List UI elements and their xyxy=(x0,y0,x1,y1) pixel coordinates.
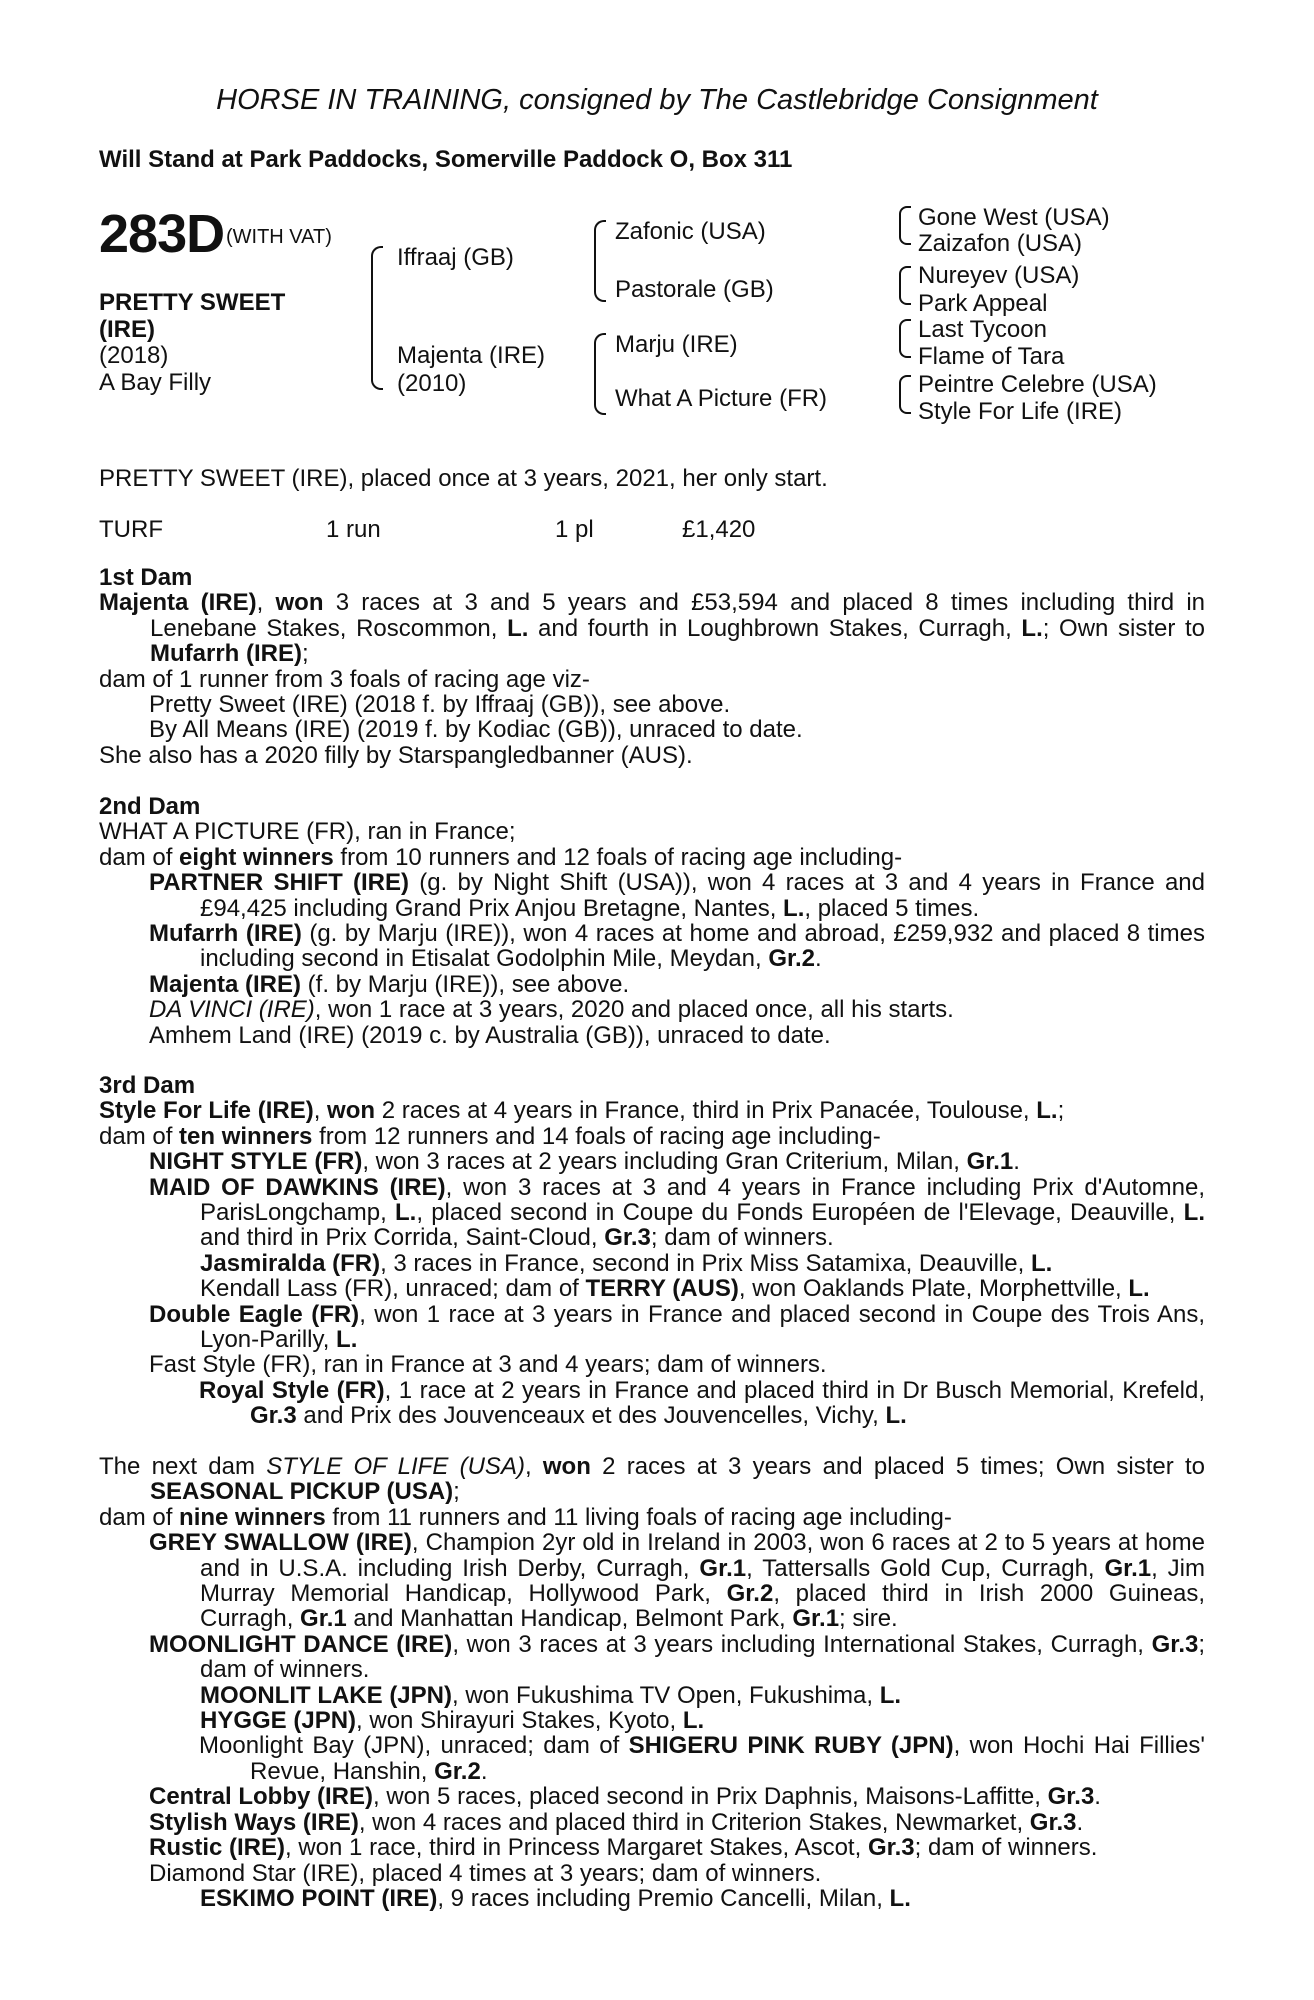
text: ; xyxy=(453,1478,460,1506)
grade: Gr.1 xyxy=(792,1605,840,1633)
grade: Gr.3 xyxy=(1151,1630,1199,1658)
text: won xyxy=(542,1453,591,1480)
grade: L. xyxy=(1128,1275,1150,1303)
horse-name: STYLE OF LIFE (USA) xyxy=(266,1453,525,1480)
grade: L. xyxy=(336,1326,358,1354)
record-surface: TURF xyxy=(99,516,163,543)
grade: L. xyxy=(1021,614,1043,642)
produce-item xyxy=(99,1276,1205,1301)
produce-item xyxy=(99,1683,1205,1708)
dam-entry: WHAT A PICTURE (FR), ran in France; xyxy=(99,818,516,846)
grade: Gr.2 xyxy=(726,1580,774,1608)
produce-item xyxy=(99,1733,1205,1784)
text: , 3 races in France, second in Prix Miss Satamixa, Deauville, xyxy=(380,1249,1031,1277)
horse-name: HYGGE (JPN) xyxy=(200,1707,357,1735)
pedigree-dam-sire: Marju (IRE) xyxy=(615,331,738,358)
text: ; dam of winners. xyxy=(650,1224,834,1252)
produce-item xyxy=(99,1810,1205,1835)
text: won xyxy=(327,1097,376,1125)
pedigree-brace-1 xyxy=(371,246,383,390)
grade: Gr.1 xyxy=(1104,1554,1152,1582)
race-record xyxy=(99,516,799,544)
produce-item: Amhem Land (IRE) (2019 c. by Australia (GB)), unraced to date. xyxy=(149,1021,831,1049)
produce-intro: dam of 1 runner from 3 foals of racing age viz- xyxy=(99,665,590,693)
section-heading: 1st Dam xyxy=(99,564,193,591)
text: , xyxy=(524,1453,543,1480)
produce-intro xyxy=(99,1124,1205,1149)
text: (g. by Marju (IRE)), won 4 races at home and abroad, £259,932 and placed 8 times including second in Etisalat Godolphin Mile, Meydan, xyxy=(200,920,1205,973)
pedigree-sire: Iffraaj (GB) xyxy=(397,244,514,271)
text: , won 3 races at 3 and 4 years in France including Prix d'Automne, ParisLongchamp, xyxy=(200,1173,1206,1227)
horse-name: MAID OF DAWKINS (IRE) xyxy=(149,1173,446,1201)
produce-intro xyxy=(99,1505,1205,1530)
text: dam of xyxy=(99,1503,180,1531)
horse-name: Royal Style (FR) xyxy=(199,1376,385,1404)
horse-name: MOONLIT LAKE (JPN) xyxy=(200,1681,452,1709)
horse-description: A Bay Filly xyxy=(99,369,212,396)
pedigree-sss: Gone West (USA) xyxy=(918,204,1110,231)
produce-item xyxy=(99,1632,1205,1683)
produce-note: She also has a 2020 filly by Starspangledbanner (AUS). xyxy=(99,741,693,769)
produce-item xyxy=(99,1302,1205,1353)
dam-entry xyxy=(99,1098,1205,1123)
grade: L. xyxy=(783,894,805,922)
text: , Tattersalls Gold Cup, Curragh, xyxy=(746,1554,1105,1582)
text: ; xyxy=(302,640,309,668)
text: . xyxy=(1076,1808,1084,1836)
text: , Champion 2yr old in Ireland in 2003, won 6 races at 2 to 5 years at home and in U.S.A. including Irish Derby, Curragh, xyxy=(200,1529,1205,1582)
text: , won 3 races at 2 years including Gran Criterium, Milan, xyxy=(362,1148,967,1176)
text: , 9 races including Premio Cancelli, Milan, xyxy=(437,1884,890,1912)
produce-item: Pretty Sweet (IRE) (2018 f. by Iffraaj (GB)), see above. xyxy=(149,691,731,719)
text: , won Fukushima TV Open, Fukushima, xyxy=(452,1681,880,1709)
pedigree-sdd: Park Appeal xyxy=(918,290,1048,317)
text: , won 1 race, third in Princess Margaret Stakes, Ascot, xyxy=(285,1834,868,1862)
second-dam-section xyxy=(99,794,1205,1048)
text: and Manhattan Handicap, Belmont Park, xyxy=(346,1605,793,1633)
lot-number: 283D xyxy=(99,204,225,264)
text: and third in Prix Corrida, Saint-Cloud, xyxy=(200,1224,605,1252)
text: , Jim Murray Memorial Handicap, Hollywood Park, xyxy=(200,1554,1205,1608)
text: . xyxy=(1013,1148,1020,1176)
horse-name: Central Lobby (IRE) xyxy=(149,1783,374,1811)
pedigree-brace-7 xyxy=(899,375,911,414)
text: ; xyxy=(1057,1097,1065,1125)
horse-name: Mufarrh (IRE) xyxy=(150,640,302,668)
first-dam-section xyxy=(99,565,1205,768)
produce-item xyxy=(99,1886,1205,1911)
horse-name: Jasmiralda (FR) xyxy=(200,1249,381,1277)
record-placed: 1 pl xyxy=(555,516,594,543)
stand-location: Will Stand at Park Paddocks, Somerville Paddock O, Box 311 xyxy=(99,146,793,173)
grade: Gr.3 xyxy=(604,1224,651,1252)
horse-name: DA VINCI (IRE) xyxy=(149,996,315,1024)
pedigree-brace-2 xyxy=(594,220,606,302)
produce-item xyxy=(99,870,1205,921)
dam-entry xyxy=(99,1454,1205,1505)
text: dam of xyxy=(99,843,180,871)
text: The next dam xyxy=(99,1453,267,1480)
horse-name: Mufarrh (IRE) xyxy=(149,920,302,948)
produce-item xyxy=(99,1784,1205,1809)
horse-name-suffix: (IRE) xyxy=(99,316,155,343)
text: ; sire. xyxy=(839,1605,898,1633)
pedigree-sds: Nureyev (USA) xyxy=(918,262,1080,289)
horse-name: Stylish Ways (IRE) xyxy=(149,1808,359,1836)
horse-name: ESKIMO POINT (IRE) xyxy=(200,1884,438,1912)
pedigree-brace-6 xyxy=(899,319,911,358)
produce-item: Diamond Star (IRE), placed 4 times at 3 years; dam of winners. xyxy=(149,1859,822,1887)
third-dam-section xyxy=(99,1073,1205,1429)
text: . xyxy=(1094,1783,1101,1811)
record-earnings: £1,420 xyxy=(682,516,756,543)
text: , xyxy=(256,589,276,617)
text: , won 5 races, placed second in Prix Daphnis, Maisons-Laffitte, xyxy=(373,1783,1048,1811)
text: (f. by Marju (IRE)), see above. xyxy=(301,970,630,998)
text: dam of xyxy=(99,1122,180,1150)
pedigree-dds: Peintre Celebre (USA) xyxy=(918,371,1157,398)
pedigree-dss: Last Tycoon xyxy=(918,316,1047,343)
horse-name: MOONLIGHT DANCE (IRE) xyxy=(149,1630,453,1658)
text: . xyxy=(815,945,822,973)
grade: L. xyxy=(1036,1097,1058,1125)
pedigree-brace-4 xyxy=(899,206,911,245)
text: from 11 runners and 11 living foals of racing age including- xyxy=(325,1503,952,1531)
grade: Gr.3 xyxy=(1047,1783,1095,1811)
text: nine winners xyxy=(179,1503,326,1531)
race-summary: PRETTY SWEET (IRE), placed once at 3 years, 2021, her only start. xyxy=(99,465,828,492)
text: ; dam of winners. xyxy=(200,1630,1206,1684)
text: , won 1 race at 3 years, 2020 and placed once, all his starts. xyxy=(314,996,954,1024)
horse-name: Majenta (IRE) xyxy=(149,970,302,998)
produce-item xyxy=(99,1530,1205,1632)
text: won xyxy=(275,589,324,617)
page-title: HORSE IN TRAINING, consigned by The Castlebridge Consignment xyxy=(216,84,1098,116)
text: , placed second in Coupe du Fonds Européen de l'Elevage, Deauville, xyxy=(416,1199,1184,1227)
grade: Gr.2 xyxy=(768,945,816,973)
pedigree-dam-year: (2010) xyxy=(397,370,467,397)
foaling-year: (2018) xyxy=(99,342,169,369)
text: , placed third in Irish 2000 Guineas, Curragh, xyxy=(200,1580,1205,1633)
produce-intro xyxy=(99,845,1205,870)
grade: Gr.1 xyxy=(966,1148,1014,1176)
pedigree-sire-sire: Zafonic (USA) xyxy=(615,218,766,245)
grade: L. xyxy=(394,1199,417,1227)
text: 2 races at 4 years in France, third in Prix Panacée, Toulouse, xyxy=(375,1097,1037,1125)
grade: L. xyxy=(885,1402,907,1430)
horse-name: Majenta (IRE) xyxy=(99,589,257,617)
pedigree-brace-5 xyxy=(899,266,911,305)
pedigree-dam: Majenta (IRE) xyxy=(397,342,546,369)
dam-entry xyxy=(99,590,1205,666)
produce-item xyxy=(99,1175,1205,1251)
horse-name: SHIGERU PINK RUBY (JPN) xyxy=(628,1732,954,1760)
text: from 12 runners and 14 foals of racing age including- xyxy=(312,1122,881,1150)
produce-item xyxy=(99,1251,1205,1276)
produce-item xyxy=(99,921,1205,972)
text: . xyxy=(480,1757,488,1785)
text: and fourth in Loughbrown Stakes, Curragh, xyxy=(528,614,1022,642)
text: 2 races at 3 years and placed 5 times; Own sister to xyxy=(590,1453,1205,1480)
section-heading: 3rd Dam xyxy=(99,1072,196,1099)
text: , won 1 race at 3 years in France and placed second in Coupe des Trois Ans, Lyon-Parilly, xyxy=(200,1300,1206,1354)
horse-name: NIGHT STYLE (FR) xyxy=(149,1148,363,1176)
vat-note: (WITH VAT) xyxy=(226,226,332,248)
pedigree-sire-dam: Pastorale (GB) xyxy=(615,276,774,303)
grade: L. xyxy=(682,1707,705,1735)
text: (g. by Night Shift (USA)), won 4 races at 3 and 4 years in France and £94,425 including Grand Prix Anjou Bretagne, Nantes, xyxy=(200,869,1205,922)
horse-name: TERRY (AUS) xyxy=(585,1275,739,1303)
pedigree-dam-dam: What A Picture (FR) xyxy=(615,385,828,412)
text: , won Shirayuri Stakes, Kyoto, xyxy=(356,1707,683,1735)
produce-item xyxy=(99,972,1205,997)
horse-name: Double Eagle (FR) xyxy=(149,1300,360,1328)
produce-item: By All Means (IRE) (2019 f. by Kodiac (GB)), unraced to date. xyxy=(149,716,803,744)
pedigree-brace-3 xyxy=(594,333,606,415)
grade: L. xyxy=(1030,1249,1053,1277)
text: ; Own sister to xyxy=(1042,614,1206,642)
text: , xyxy=(313,1097,328,1125)
text: , placed 5 times. xyxy=(804,894,980,922)
fourth-dam-section xyxy=(99,1454,1205,1911)
text: 3 races at 3 and 5 years and £53,594 and placed 8 times including third in Lenebane Stakes, Roscommon, xyxy=(150,589,1205,642)
grade: L. xyxy=(889,1884,911,1912)
horse-name: SEASONAL PICKUP (USA) xyxy=(150,1478,454,1506)
text: and Prix des Jouvenceaux et des Jouvencelles, Vichy, xyxy=(296,1402,886,1430)
text: , won 3 races at 3 years including International Stakes, Curragh, xyxy=(452,1630,1152,1658)
grade: Gr.1 xyxy=(699,1554,747,1582)
grade: Gr.3 xyxy=(250,1402,297,1430)
grade: Gr.3 xyxy=(1029,1808,1077,1836)
text: , won Hochi Hai Fillies' Revue, Hanshin, xyxy=(250,1732,1205,1785)
grade: L. xyxy=(879,1681,902,1709)
text: from 10 runners and 12 foals of racing age including- xyxy=(333,843,903,871)
grade: L. xyxy=(1183,1199,1205,1227)
grade: Gr.2 xyxy=(434,1757,481,1785)
horse-name: Rustic (IRE) xyxy=(149,1834,286,1862)
pedigree-ddd: Style For Life (IRE) xyxy=(918,398,1123,425)
produce-item xyxy=(99,997,1205,1022)
horse-name: PRETTY SWEET xyxy=(99,289,286,316)
pedigree-dsd: Flame of Tara xyxy=(918,343,1065,370)
produce-item: Fast Style (FR), ran in France at 3 and 4 years; dam of winners. xyxy=(149,1351,827,1379)
text: , won Oaklands Plate, Morphettville, xyxy=(738,1275,1129,1303)
produce-item xyxy=(99,1378,1205,1429)
text: Kendall Lass (FR), unraced; dam of xyxy=(200,1275,586,1303)
pedigree-ssd: Zaizafon (USA) xyxy=(918,230,1083,257)
produce-item xyxy=(99,1149,1205,1174)
produce-item xyxy=(99,1708,1205,1733)
text: ; dam of winners. xyxy=(914,1834,1098,1862)
grade: L. xyxy=(507,614,529,642)
record-runs: 1 run xyxy=(326,516,381,543)
text: , won 4 races and placed third in Criterion Stakes, Newmarket, xyxy=(358,1808,1030,1836)
grade: Gr.1 xyxy=(300,1605,347,1633)
horse-name: PARTNER SHIFT (IRE) xyxy=(149,869,410,897)
produce-item xyxy=(99,1835,1205,1860)
grade: Gr.3 xyxy=(867,1834,915,1862)
horse-name: GREY SWALLOW (IRE) xyxy=(149,1529,412,1557)
text: eight winners xyxy=(179,843,334,871)
horse-name: Style For Life (IRE) xyxy=(99,1097,314,1125)
text: ten winners xyxy=(179,1122,313,1150)
text: , 1 race at 2 years in France and placed third in Dr Busch Memorial, Krefeld, xyxy=(384,1376,1206,1404)
text: Moonlight Bay (JPN), unraced; dam of xyxy=(199,1732,629,1760)
section-heading: 2nd Dam xyxy=(99,793,201,820)
